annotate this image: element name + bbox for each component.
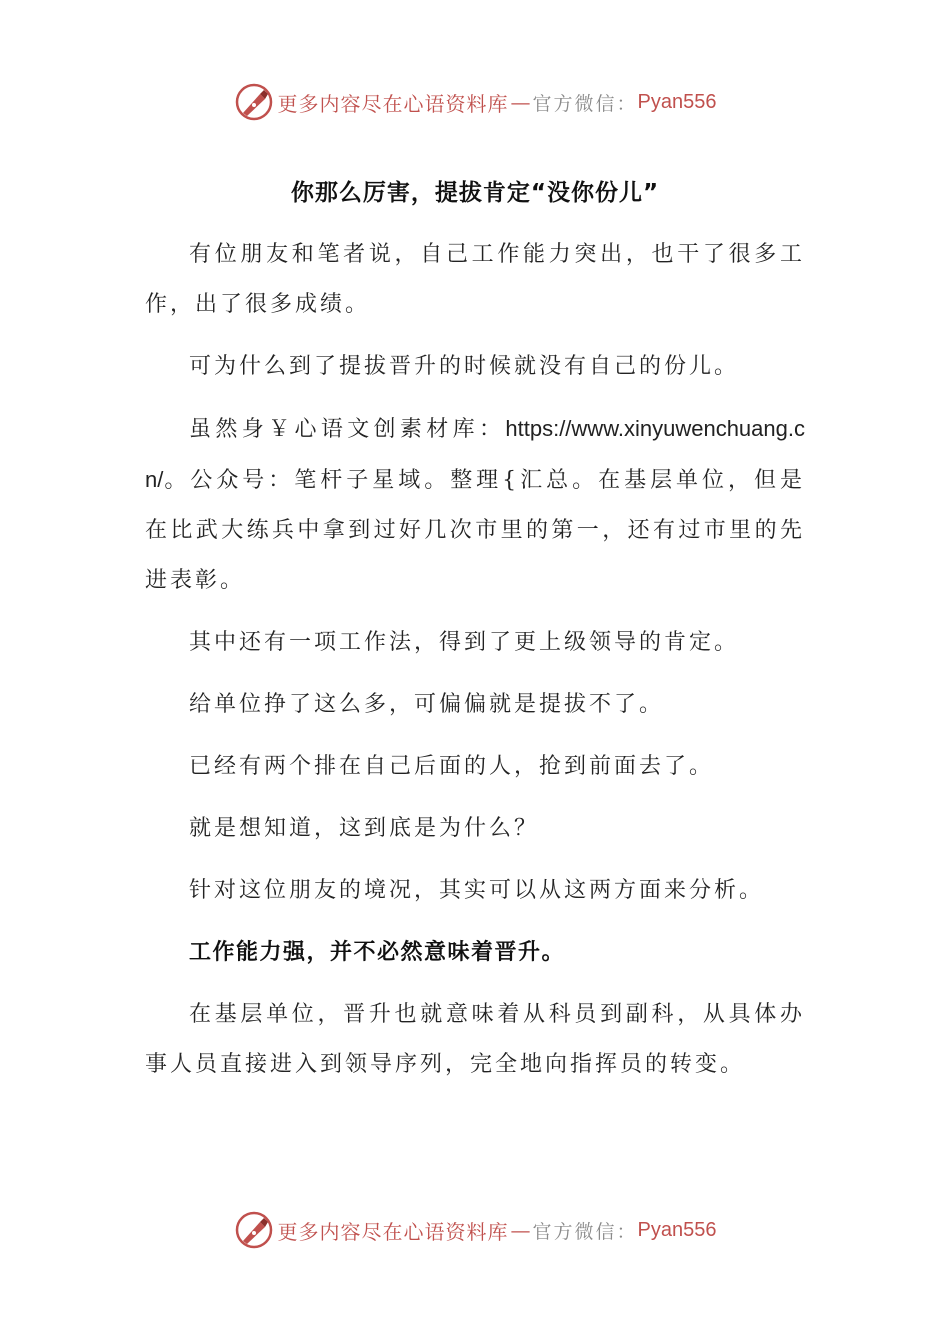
paragraph: 其中还有一项工作法，得到了更上级领导的肯定。 <box>189 630 740 655</box>
pen-nib-logo-icon <box>234 1210 274 1250</box>
paragraph: 在基层单位，晋升也就意味着从科员到副科，从具体办事人员直接进入到领导序列，完全地向指挥员的转变。 <box>145 1002 805 1077</box>
wechat-id-text: Pyan556 <box>637 90 717 113</box>
paragraph-text: 。公众号：笔杆子星域。整理{汇总。在基层单位，但是在比武大练兵中拿到过好几次市里的第一，还有过市里的先进表彰。 <box>145 468 805 593</box>
header-watermark-banner <box>0 80 950 124</box>
source-url-link[interactable]: https://www.xinyuwenchuang.cn/ <box>145 416 805 492</box>
banner-separator: — <box>510 90 531 114</box>
paragraph: 针对这位朋友的境况，其实可以从这两方面来分析。 <box>189 878 765 903</box>
paragraph: 给单位挣了这么多，可偏偏就是提拔不了。 <box>189 692 665 717</box>
article-title: 你那么厉害，提拔肯定“没你份儿” <box>290 180 660 206</box>
section-heading: 工作能力强，并不必然意味着晋升。 <box>189 940 566 965</box>
pen-nib-logo-icon <box>234 82 274 122</box>
site-name-text: 更多内容尽在心语资料库 <box>277 91 509 116</box>
wechat-id-text: Pyan556 <box>637 1218 717 1241</box>
paragraph: 就是想知道，这到底是为什么？ <box>189 816 540 841</box>
article-body <box>145 230 805 1102</box>
paragraph-with-link <box>145 404 805 606</box>
official-wechat-label: 官方微信： <box>532 92 638 115</box>
paragraph-text: 虽然身￥心语文创素材库： <box>189 417 506 442</box>
official-wechat-label: 官方微信： <box>532 1220 638 1243</box>
paragraph: 可为什么到了提拔晋升的时候就没有自己的份儿。 <box>189 354 740 379</box>
site-name-text: 更多内容尽在心语资料库 <box>277 1219 509 1244</box>
paragraph: 已经有两个排在自己后面的人，抢到前面去了。 <box>189 754 715 779</box>
footer-watermark-banner <box>0 1208 950 1252</box>
paragraph: 有位朋友和笔者说，自己工作能力突出，也干了很多工作，出了很多成绩。 <box>145 242 805 317</box>
banner-separator: — <box>510 1218 531 1242</box>
